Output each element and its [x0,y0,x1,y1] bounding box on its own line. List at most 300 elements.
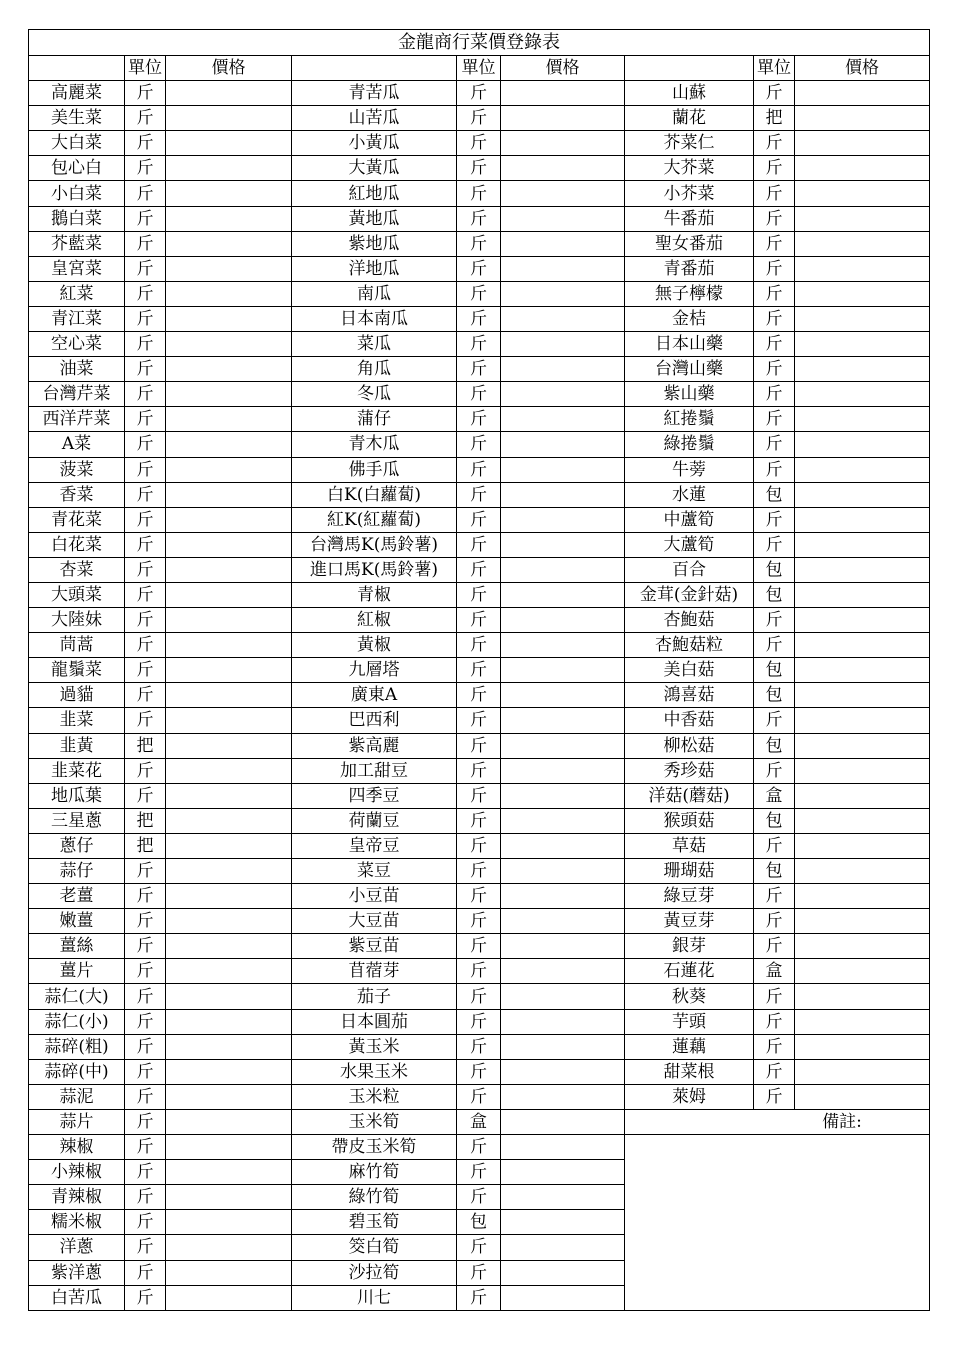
unit-1: 斤 [125,106,166,131]
price-input-2[interactable] [501,1160,625,1185]
price-input-1[interactable] [166,106,292,131]
price-input-1[interactable] [166,708,292,733]
price-input-1[interactable] [166,281,292,306]
vegetable-name-1: 芥藍菜 [29,231,125,256]
table-row [29,206,930,231]
vegetable-name-1: 蒜碎(粗) [29,1034,125,1059]
price-input-1[interactable] [166,633,292,658]
vegetable-name-3: 杏鮑菇 [625,608,754,633]
price-input-1[interactable] [166,758,292,783]
price-input-1[interactable] [166,407,292,432]
unit-1: 斤 [125,1260,166,1285]
unit-2: 斤 [457,81,501,106]
table-row [29,532,930,557]
price-input-1[interactable] [166,1009,292,1034]
unit-3: 斤 [754,633,795,658]
unit-2: 斤 [457,934,501,959]
price-input-3[interactable] [795,181,930,206]
price-input-3[interactable] [795,783,930,808]
unit-2: 斤 [457,382,501,407]
vegetable-name-2: 佛手瓜 [292,457,457,482]
price-input-1[interactable] [166,532,292,557]
table-row [29,808,930,833]
price-input-3[interactable] [795,808,930,833]
header-price-2: 價格 [501,56,625,81]
table-row [29,131,930,156]
table-row [29,482,930,507]
price-input-1[interactable] [166,608,292,633]
vegetable-name-1: 白苦瓜 [29,1285,125,1310]
price-input-2[interactable] [501,1109,625,1134]
unit-2: 斤 [457,984,501,1009]
price-input-2[interactable] [501,1285,625,1310]
vegetable-name-2: 大豆苗 [292,909,457,934]
price-input-1[interactable] [166,683,292,708]
unit-3: 斤 [754,884,795,909]
unit-3: 斤 [754,407,795,432]
unit-3: 斤 [754,758,795,783]
price-input-2[interactable] [501,382,625,407]
price-input-2[interactable] [501,1235,625,1260]
unit-2: 斤 [457,783,501,808]
price-input-2[interactable] [501,683,625,708]
unit-2: 斤 [457,332,501,357]
unit-3: 斤 [754,1059,795,1084]
unit-1: 斤 [125,156,166,181]
vegetable-name-3: 蘭花 [625,106,754,131]
price-input-1[interactable] [166,658,292,683]
vegetable-name-3: 猴頭菇 [625,808,754,833]
unit-3: 斤 [754,81,795,106]
vegetable-name-3: 日本山藥 [625,332,754,357]
vegetable-name-1: 蔥仔 [29,833,125,858]
price-input-1[interactable] [166,1210,292,1235]
vegetable-name-2: 白K(白蘿蔔) [292,482,457,507]
price-input-2[interactable] [501,357,625,382]
vegetable-name-2: 南瓜 [292,281,457,306]
price-input-2[interactable] [501,131,625,156]
price-input-1[interactable] [166,357,292,382]
unit-3: 斤 [754,206,795,231]
price-input-1[interactable] [166,859,292,884]
unit-2: 斤 [457,909,501,934]
price-table [28,29,930,1311]
price-input-2[interactable] [501,256,625,281]
vegetable-name-2: 玉米筍 [292,1109,457,1134]
vegetable-name-1: 大白菜 [29,131,125,156]
vegetable-name-1: 老薑 [29,884,125,909]
price-input-1[interactable] [166,306,292,331]
price-input-3[interactable] [795,984,930,1009]
vegetable-name-2: 茄子 [292,984,457,1009]
remarks-area[interactable] [625,1135,930,1311]
price-input-2[interactable] [501,608,625,633]
unit-3: 斤 [754,1034,795,1059]
price-input-1[interactable] [166,582,292,607]
vegetable-name-3: 山蘇 [625,81,754,106]
unit-2: 斤 [457,733,501,758]
unit-2: 斤 [457,1285,501,1310]
unit-2: 斤 [457,1235,501,1260]
price-input-3[interactable] [795,507,930,532]
price-input-1[interactable] [166,934,292,959]
vegetable-name-1: 青辣椒 [29,1185,125,1210]
vegetable-name-3: 甜菜根 [625,1059,754,1084]
vegetable-name-3: 台灣山藥 [625,357,754,382]
unit-1: 斤 [125,357,166,382]
price-input-2[interactable] [501,833,625,858]
price-input-2[interactable] [501,457,625,482]
unit-3: 斤 [754,1084,795,1109]
price-input-1[interactable] [166,1285,292,1310]
price-input-2[interactable] [501,758,625,783]
price-input-1[interactable] [166,131,292,156]
vegetable-name-1: 西洋芹菜 [29,407,125,432]
price-input-3[interactable] [795,457,930,482]
vegetable-name-2: 青木瓜 [292,432,457,457]
table-row [29,306,930,331]
table-row [29,658,930,683]
price-input-1[interactable] [166,181,292,206]
price-input-3[interactable] [795,557,930,582]
unit-1: 斤 [125,332,166,357]
price-input-2[interactable] [501,532,625,557]
vegetable-name-3: 草菇 [625,833,754,858]
vegetable-name-3: 石蓮花 [625,959,754,984]
price-input-1[interactable] [166,1135,292,1160]
header-price-1: 價格 [166,56,292,81]
price-input-2[interactable] [501,984,625,1009]
price-input-3[interactable] [795,934,930,959]
price-input-1[interactable] [166,1109,292,1134]
price-input-3[interactable] [795,582,930,607]
price-input-2[interactable] [501,156,625,181]
price-input-1[interactable] [166,808,292,833]
table-row [29,608,930,633]
unit-1: 斤 [125,457,166,482]
vegetable-name-1: 高麗菜 [29,81,125,106]
price-input-2[interactable] [501,708,625,733]
vegetable-name-1: 杏菜 [29,557,125,582]
price-input-1[interactable] [166,959,292,984]
price-input-1[interactable] [166,1059,292,1084]
price-input-1[interactable] [166,1185,292,1210]
price-input-1[interactable] [166,733,292,758]
price-input-1[interactable] [166,332,292,357]
page-title: 金龍商行菜價登錄表 [29,30,930,56]
price-input-3[interactable] [795,683,930,708]
unit-2: 斤 [457,833,501,858]
price-input-3[interactable] [795,1034,930,1059]
unit-1: 斤 [125,909,166,934]
vegetable-name-2: 苜蓿芽 [292,959,457,984]
unit-1: 斤 [125,1160,166,1185]
price-input-2[interactable] [501,1210,625,1235]
price-input-2[interactable] [501,909,625,934]
price-input-3[interactable] [795,633,930,658]
price-input-3[interactable] [795,106,930,131]
unit-2: 斤 [457,1084,501,1109]
price-input-3[interactable] [795,959,930,984]
vegetable-name-2: 九層塔 [292,658,457,683]
price-input-3[interactable] [795,708,930,733]
vegetable-name-2: 冬瓜 [292,382,457,407]
price-input-1[interactable] [166,231,292,256]
price-input-3[interactable] [795,206,930,231]
unit-1: 斤 [125,1185,166,1210]
vegetable-name-2: 蒲仔 [292,407,457,432]
vegetable-name-2: 廣東A [292,683,457,708]
vegetable-name-2: 皇帝豆 [292,833,457,858]
unit-3: 斤 [754,256,795,281]
price-input-3[interactable] [795,884,930,909]
vegetable-name-3: 牛蒡 [625,457,754,482]
price-input-2[interactable] [501,658,625,683]
vegetable-name-2: 大黃瓜 [292,156,457,181]
price-input-2[interactable] [501,1059,625,1084]
price-input-1[interactable] [166,382,292,407]
price-input-2[interactable] [501,231,625,256]
price-input-1[interactable] [166,1084,292,1109]
price-input-2[interactable] [501,1009,625,1034]
price-input-3[interactable] [795,1084,930,1109]
table-row [29,156,930,181]
vegetable-name-1: 過貓 [29,683,125,708]
unit-3: 斤 [754,507,795,532]
price-input-3[interactable] [795,281,930,306]
unit-2: 斤 [457,507,501,532]
price-input-2[interactable] [501,808,625,833]
unit-1: 斤 [125,532,166,557]
unit-2: 斤 [457,231,501,256]
vegetable-name-1: 香菜 [29,482,125,507]
unit-3: 斤 [754,909,795,934]
vegetable-name-1: 蒜仔 [29,859,125,884]
unit-2: 斤 [457,683,501,708]
vegetable-name-3: 金桔 [625,306,754,331]
unit-2: 包 [457,1210,501,1235]
price-input-1[interactable] [166,833,292,858]
price-input-1[interactable] [166,206,292,231]
vegetable-name-1: 蒜泥 [29,1084,125,1109]
price-input-3[interactable] [795,81,930,106]
vegetable-name-3: 杏鮑菇粒 [625,633,754,658]
price-input-2[interactable] [501,557,625,582]
price-input-3[interactable] [795,859,930,884]
vegetable-name-1: 韭菜花 [29,758,125,783]
price-input-2[interactable] [501,959,625,984]
vegetable-name-3: 芋頭 [625,1009,754,1034]
price-input-1[interactable] [166,81,292,106]
price-input-1[interactable] [166,457,292,482]
table-row [29,859,930,884]
vegetable-name-1: 白花菜 [29,532,125,557]
unit-2: 斤 [457,959,501,984]
price-input-1[interactable] [166,507,292,532]
table-row [29,507,930,532]
unit-1: 斤 [125,658,166,683]
table-row [29,733,930,758]
vegetable-name-2: 角瓜 [292,357,457,382]
unit-1: 斤 [125,633,166,658]
price-input-1[interactable] [166,482,292,507]
unit-1: 斤 [125,859,166,884]
price-input-2[interactable] [501,206,625,231]
price-input-2[interactable] [501,432,625,457]
unit-3: 斤 [754,984,795,1009]
unit-3: 盒 [754,959,795,984]
price-input-2[interactable] [501,507,625,532]
price-input-3[interactable] [795,231,930,256]
price-input-2[interactable] [501,859,625,884]
price-input-2[interactable] [501,181,625,206]
price-input-3[interactable] [795,608,930,633]
unit-3: 包 [754,859,795,884]
vegetable-name-2: 紅地瓜 [292,181,457,206]
price-input-2[interactable] [501,582,625,607]
remarks-label: 備註: [625,1109,930,1134]
unit-3: 斤 [754,708,795,733]
vegetable-name-2: 進口馬K(馬鈴薯) [292,557,457,582]
unit-2: 斤 [457,1260,501,1285]
unit-1: 斤 [125,382,166,407]
price-input-3[interactable] [795,432,930,457]
unit-1: 斤 [125,281,166,306]
price-input-3[interactable] [795,156,930,181]
vegetable-name-1: 青花菜 [29,507,125,532]
vegetable-name-3: 柳松菇 [625,733,754,758]
vegetable-name-1: 龍鬚菜 [29,658,125,683]
vegetable-name-2: 筊白筍 [292,1235,457,1260]
price-input-1[interactable] [166,1034,292,1059]
price-input-2[interactable] [501,1084,625,1109]
unit-3: 包 [754,808,795,833]
vegetable-name-1: 辣椒 [29,1135,125,1160]
price-input-3[interactable] [795,833,930,858]
price-input-1[interactable] [166,1160,292,1185]
price-input-3[interactable] [795,256,930,281]
price-input-1[interactable] [166,1260,292,1285]
unit-3: 斤 [754,382,795,407]
vegetable-name-2: 玉米粒 [292,1084,457,1109]
price-input-3[interactable] [795,407,930,432]
unit-2: 斤 [457,884,501,909]
vegetable-name-2: 黃玉米 [292,1034,457,1059]
vegetable-name-3: 牛番茄 [625,206,754,231]
price-input-3[interactable] [795,733,930,758]
vegetable-name-3: 小芥菜 [625,181,754,206]
unit-2: 斤 [457,181,501,206]
table-row [29,1135,930,1160]
price-input-1[interactable] [166,884,292,909]
unit-1: 斤 [125,934,166,959]
price-input-1[interactable] [166,432,292,457]
price-input-2[interactable] [501,1034,625,1059]
unit-2: 斤 [457,658,501,683]
price-input-1[interactable] [166,909,292,934]
unit-1: 斤 [125,432,166,457]
unit-3: 把 [754,106,795,131]
price-input-3[interactable] [795,1009,930,1034]
price-input-1[interactable] [166,984,292,1009]
price-input-2[interactable] [501,281,625,306]
table-row [29,382,930,407]
price-input-2[interactable] [501,783,625,808]
price-input-2[interactable] [501,633,625,658]
vegetable-name-3: 秋葵 [625,984,754,1009]
price-input-3[interactable] [795,357,930,382]
price-input-2[interactable] [501,81,625,106]
unit-2: 斤 [457,1160,501,1185]
unit-3: 斤 [754,131,795,156]
vegetable-name-2: 洋地瓜 [292,256,457,281]
vegetable-name-1: 大頭菜 [29,582,125,607]
table-row [29,758,930,783]
vegetable-name-2: 日本圓茄 [292,1009,457,1034]
table-row [29,407,930,432]
price-input-3[interactable] [795,482,930,507]
price-input-3[interactable] [795,758,930,783]
unit-3: 包 [754,733,795,758]
price-input-2[interactable] [501,1135,625,1160]
price-input-2[interactable] [501,482,625,507]
price-input-3[interactable] [795,532,930,557]
header-name-2 [292,56,457,81]
price-input-1[interactable] [166,557,292,582]
unit-3: 斤 [754,457,795,482]
price-input-3[interactable] [795,382,930,407]
unit-3: 包 [754,482,795,507]
unit-2: 斤 [457,582,501,607]
price-input-2[interactable] [501,332,625,357]
price-input-3[interactable] [795,306,930,331]
unit-2: 斤 [457,482,501,507]
unit-2: 斤 [457,131,501,156]
price-input-2[interactable] [501,884,625,909]
price-input-2[interactable] [501,934,625,959]
price-input-3[interactable] [795,909,930,934]
vegetable-name-3: 中香菇 [625,708,754,733]
price-input-1[interactable] [166,1235,292,1260]
price-input-2[interactable] [501,106,625,131]
unit-3: 包 [754,683,795,708]
price-input-3[interactable] [795,1059,930,1084]
price-input-1[interactable] [166,256,292,281]
vegetable-name-3: 珊瑚菇 [625,859,754,884]
price-input-2[interactable] [501,407,625,432]
price-input-2[interactable] [501,1185,625,1210]
vegetable-name-3: 百合 [625,557,754,582]
price-input-2[interactable] [501,306,625,331]
vegetable-name-3: 綠豆芽 [625,884,754,909]
unit-3: 斤 [754,332,795,357]
price-input-3[interactable] [795,131,930,156]
price-input-1[interactable] [166,156,292,181]
vegetable-name-1: 韭黃 [29,733,125,758]
unit-1: 斤 [125,1210,166,1235]
vegetable-name-1: 美生菜 [29,106,125,131]
unit-1: 斤 [125,482,166,507]
price-input-2[interactable] [501,1260,625,1285]
unit-1: 斤 [125,1034,166,1059]
price-input-3[interactable] [795,658,930,683]
table-row [29,332,930,357]
vegetable-name-2: 麻竹筍 [292,1160,457,1185]
price-input-1[interactable] [166,783,292,808]
unit-3: 斤 [754,1009,795,1034]
price-input-2[interactable] [501,733,625,758]
price-input-3[interactable] [795,332,930,357]
